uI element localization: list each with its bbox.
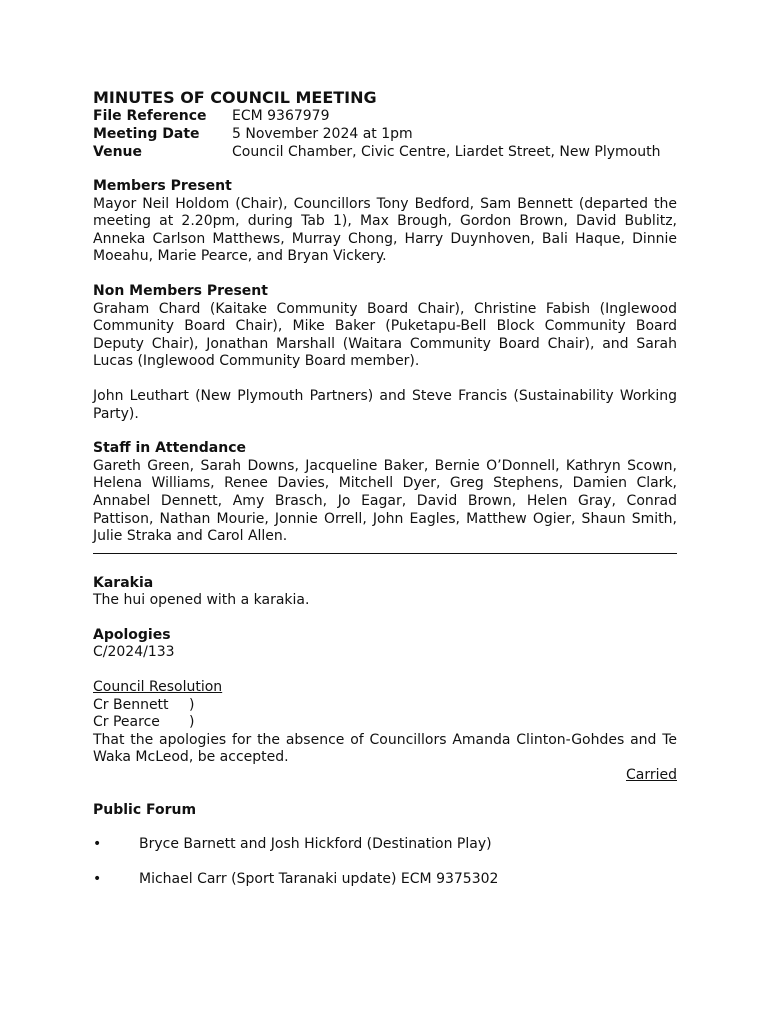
- section-heading: Non Members Present: [93, 282, 268, 299]
- section-heading: Apologies: [93, 626, 171, 643]
- members-present-section: [93, 178, 677, 266]
- seconder-name: Cr Pearce: [93, 714, 160, 731]
- non-members-present-text: Graham Chard (Kaitake Community Board Chair), Christine Fabish (Inglewood Community Board Chair), Mike Baker (Puketapu-Bell Block Community Board Deputy Chair), Jonathan Marshall (Waitara Community Board Chair), and Sarah Lucas (Inglewood Community Board member).: [93, 300, 677, 370]
- members-present-text: Mayor Neil Holdom (Chair), Councillors Tony Bedford, Sam Bennett (departed the meeting at 2.20pm, during Tab 1), Max Brough, Gordon Brown, David Bublitz, Anneka Carlson Matthews, Murray Chong, Harry Duynhoven, Bali Haque, Dinnie Moeahu, Marie Pearce, and Bryan Vickery.: [93, 195, 677, 265]
- meta-row-meeting-date: [93, 126, 677, 144]
- section-heading: Public Forum: [93, 801, 197, 818]
- karakia-text: The hui opened with a karakia.: [93, 592, 310, 609]
- section-heading: Members Present: [93, 178, 232, 194]
- meta-value: ECM 9367979: [232, 108, 330, 124]
- list-item: [93, 836, 677, 854]
- resolution-reference: C/2024/133: [93, 644, 175, 661]
- meta-row-venue: [93, 144, 677, 162]
- non-members-present-section: [93, 283, 677, 423]
- staff-text: Gareth Green, Sarah Downs, Jacqueline Baker, Bernie O’Donnell, Kathryn Scown, Helena Williams, Renee Davies, Mitchell Dyer, Greg Stephens, Damien Clark, Annabel Dennett, Amy Brasch, Jo Eagar, David Brown, Helen Gray, Conrad Pattison, Nathan Mourie, Jonnie Orrell, John Eagles, Matthew Ogier, Shaun Smith, Julie Straka and Carol Allen.: [93, 457, 677, 545]
- karakia-section: [93, 575, 677, 610]
- mover-bracket: ): [189, 696, 195, 713]
- resolution-outcome: Carried: [625, 767, 677, 784]
- meta-label: File Reference: [93, 108, 207, 124]
- list-item-text: Michael Carr (Sport Taranaki update) ECM 9375302: [139, 871, 499, 888]
- public-forum-section: [93, 802, 677, 890]
- list-item-text: Bryce Barnett and Josh Hickford (Destination Play): [139, 836, 492, 853]
- seconder-bracket: ): [189, 714, 195, 731]
- document-title: MINUTES OF COUNCIL MEETING: [93, 88, 377, 107]
- apologies-section: [93, 627, 677, 785]
- guests-text: John Leuthart (New Plymouth Partners) and Steve Francis (Sustainability Working Party).: [93, 387, 677, 422]
- resolution-label: Council Resolution: [93, 679, 223, 696]
- meta-row-file-reference: [93, 108, 677, 126]
- seconder-row: [93, 714, 677, 732]
- meta-value: 5 November 2024 at 1pm: [232, 126, 413, 142]
- resolution-text: That the apologies for the absence of Councillors Amanda Clinton-Gohdes and Te Waka McLeod, be accepted.: [93, 731, 677, 766]
- staff-section: [93, 440, 677, 546]
- section-heading: Staff in Attendance: [93, 440, 246, 457]
- bullet-icon: •: [93, 836, 102, 853]
- meta-label: Meeting Date: [93, 126, 200, 142]
- meta-label: Venue: [93, 144, 142, 160]
- mover-row: [93, 697, 677, 715]
- bullet-icon: •: [93, 871, 102, 888]
- meta-table: [93, 108, 677, 162]
- mover-name: Cr Bennett: [93, 696, 169, 713]
- list-item: [93, 871, 677, 889]
- meta-value: Council Chamber, Civic Centre, Liardet Street, New Plymouth: [232, 144, 661, 160]
- section-heading: Karakia: [93, 574, 154, 591]
- minutes-document: [93, 88, 677, 889]
